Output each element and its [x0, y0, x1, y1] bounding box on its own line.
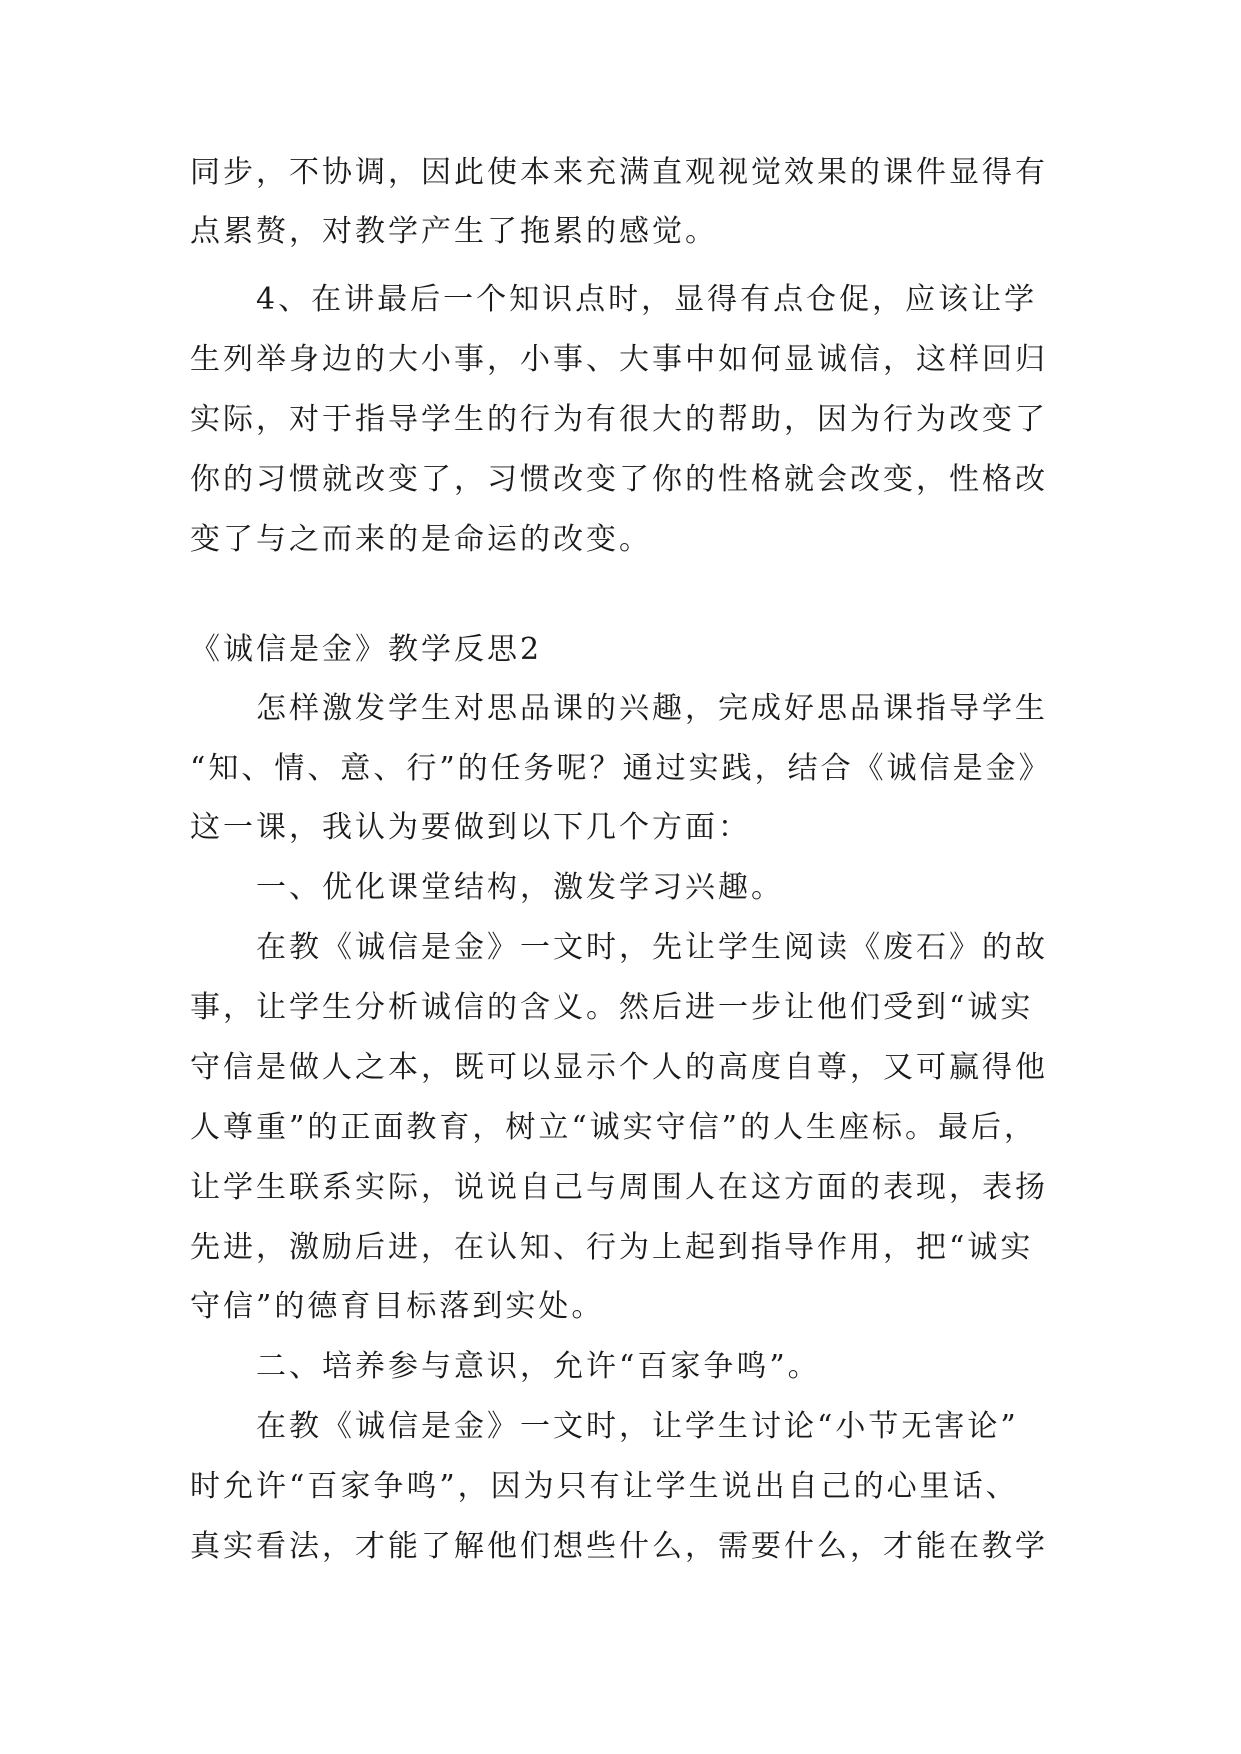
paragraph-line: 在教《诚信是金》一文时，让学生讨论“小节无害论”	[190, 1409, 1019, 1444]
paragraph-line: 点累赘，对教学产生了拖累的感觉。	[190, 214, 718, 249]
paragraph-line: 同步，不协调，因此使本来充满直观视觉效果的课件显得有	[190, 155, 1048, 190]
paragraph-line: 时允许“百家争鸣”，因为只有让学生说出自己的心里话、	[190, 1469, 1019, 1504]
paragraph-line: 二、培养参与意识，允许“百家争鸣”。	[190, 1349, 821, 1384]
paragraph-line: “知、情、意、行”的任务呢？通过实践，结合《诚信是金》	[190, 751, 1052, 786]
paragraph-line: 在教《诚信是金》一文时，先让学生阅读《废石》的故	[190, 930, 1048, 965]
section-heading: 《诚信是金》教学反思2	[190, 632, 543, 667]
paragraph-line: 让学生联系实际，说说自己与周围人在这方面的表现，表扬	[190, 1170, 1048, 1205]
paragraph-line: 怎样激发学生对思品课的兴趣，完成好思品课指导学生	[190, 691, 1048, 726]
paragraph-line: 生列举身边的大小事，小事、大事中如何显诚信，这样回归	[190, 342, 1048, 377]
paragraph-line: 变了与之而来的是命运的改变。	[190, 522, 652, 557]
paragraph-line: 事，让学生分析诚信的含义。然后进一步让他们受到“诚实	[190, 990, 1034, 1025]
paragraph-line: 守信”的德育目标落到实处。	[190, 1289, 605, 1324]
paragraph-line: 守信是做人之本，既可以显示个人的高度自尊，又可赢得他	[190, 1050, 1048, 1085]
paragraph-line: 实际，对于指导学生的行为有很大的帮助，因为行为改变了	[190, 402, 1048, 437]
paragraph-line: 先进，激励后进，在认知、行为上起到指导作用，把“诚实	[190, 1230, 1034, 1265]
paragraph-line: 人尊重”的正面教育，树立“诚实守信”的人生座标。最后，	[190, 1110, 1038, 1145]
paragraph-line: 这一课，我认为要做到以下几个方面：	[190, 810, 751, 845]
paragraph-line: 一、优化课堂结构，激发学习兴趣。	[190, 870, 784, 905]
paragraph-line: 真实看法，才能了解他们想些什么，需要什么，才能在教学	[190, 1529, 1048, 1564]
paragraph-line: 你的习惯就改变了，习惯改变了你的性格就会改变，性格改	[190, 462, 1048, 497]
paragraph-line: 4、在讲最后一个知识点时，显得有点仓促，应该让学	[190, 282, 1038, 317]
